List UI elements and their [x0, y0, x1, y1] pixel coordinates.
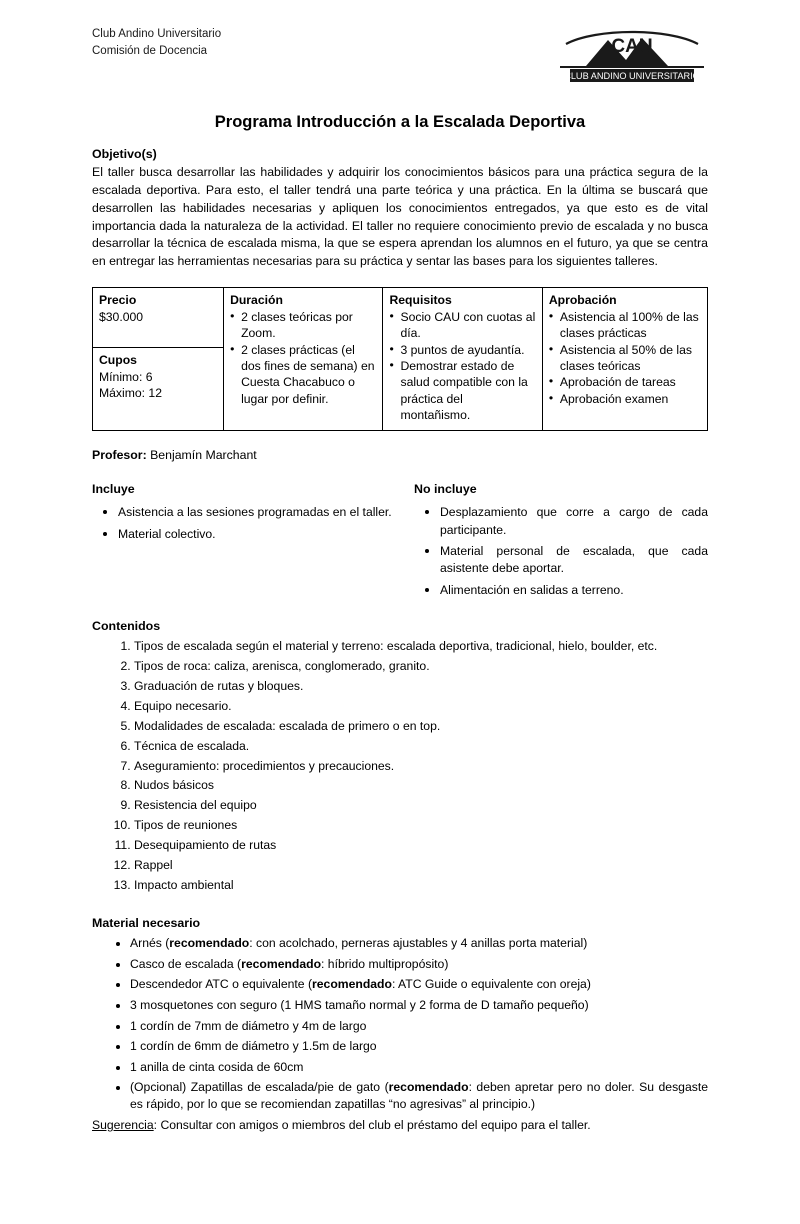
precio-value: $30.000	[99, 309, 144, 324]
list-item: • Asistencia al 100% de las clases prácticas	[549, 309, 701, 342]
contents-list	[92, 638, 708, 892]
objective-heading: Objetivo(s)	[92, 146, 157, 161]
item-pre: 1 cordín de 6mm de diámetro y 1.5m de largo	[130, 1039, 377, 1054]
item-pre: Casco de escalada (	[130, 956, 242, 971]
aprobacion-heading: Aprobación	[548, 293, 617, 308]
duracion-heading: Duración	[230, 293, 283, 308]
not-includes-column	[400, 481, 708, 602]
document-header	[92, 26, 708, 88]
list-item: • Material personal de escalada, que cada asistente debe aportar.	[440, 542, 708, 578]
precio-heading: Precio	[99, 293, 137, 308]
course-info-table	[92, 287, 708, 431]
item-bold: recomendado	[388, 1080, 469, 1095]
logo-initials: CAU	[611, 36, 653, 57]
item-post: : híbrido multipropósito)	[321, 956, 449, 971]
list-item: • 2 clases teóricas por Zoom.	[230, 309, 376, 342]
item-bold: recomendado	[241, 956, 322, 971]
list-item: • Asistencia a las sesiones programadas en el taller.	[118, 503, 400, 521]
item-pre: 1 cordín de 7mm de diámetro y 4m de largo	[130, 1018, 367, 1033]
item-pre: 3 mosquetones con seguro (1 HMS tamaño normal y 2 forma de D tamaño pequeño)	[130, 998, 589, 1013]
item-bold: recomendado	[169, 936, 250, 951]
not-includes-heading: No incluye	[414, 482, 477, 497]
page-title: Programa Introducción a la Escalada Deportiva	[214, 113, 586, 131]
includes-list	[92, 503, 400, 543]
contents-heading: Contenidos	[92, 619, 161, 634]
list-item	[130, 1018, 708, 1035]
includes-heading: Incluye	[92, 482, 135, 497]
material-heading: Material necesario	[92, 915, 201, 930]
cupos-max: Máximo: 12	[99, 386, 162, 401]
list-item: • Desplazamiento que corre a cargo de cada participante.	[440, 503, 708, 539]
list-item: 12. Rappel	[134, 857, 708, 873]
suggestion-text: : Consultar con amigos o miembros del club el préstamo del equipo para el taller.	[153, 1118, 591, 1133]
requisitos-heading: Requisitos	[389, 293, 452, 308]
list-item: 8. Nudos básicos	[134, 777, 708, 793]
requisitos-list	[389, 309, 535, 424]
list-item: 5. Modalidades de escalada: escalada de primero o en top.	[134, 718, 708, 734]
list-item: • 2 clases prácticas (el dos fines de semana) en Cuesta Chacabuco o lugar por definir.	[230, 342, 376, 408]
list-item: 9. Resistencia del equipo	[134, 797, 708, 813]
logo-banner-text: CLUB ANDINO UNIVERSITARIO	[564, 71, 700, 81]
professor-label: Profesor:	[92, 447, 147, 462]
list-item: 3. Graduación de rutas y bloques.	[134, 678, 708, 694]
professor-line	[92, 447, 708, 463]
org-name: Club Andino Universitario	[92, 28, 222, 40]
item-pre: Descendedor ATC o equivalente (	[130, 977, 313, 992]
list-item: • 3 puntos de ayudantía.	[389, 342, 535, 358]
item-bold: recomendado	[312, 977, 392, 992]
list-item: • Asistencia al 50% de las clases teóricas	[549, 342, 701, 375]
list-item	[130, 935, 708, 952]
item-post: : ATC Guide o equivalente con oreja)	[391, 977, 591, 992]
list-item: • Demostrar estado de salud compatible con la práctica del montañismo.	[389, 358, 535, 424]
duracion-list	[230, 309, 376, 408]
item-pre: 1 anilla de cinta cosida de 60cm	[130, 1059, 304, 1074]
item-post: : deben apretar pero no doler. Su desgaste es rápido, por lo que se recomiendan zapatillas “no agresivas” al principio.)	[130, 1080, 708, 1112]
not-includes-list	[414, 503, 708, 599]
cau-logo-icon	[556, 26, 708, 84]
list-item	[130, 997, 708, 1014]
suggestion-label: Sugerencia	[92, 1118, 154, 1133]
objective-text: El taller busca desarrollar las habilidades y adquirir los conocimientos básicos para una práctica segura de la escalada deportiva. Para esto, el taller tendrá una parte teórica y una práctica. En la última se buscará que desarrollen las habilidades necesarias y apliquen los conocimientos entregados, ya que esto es de vital importancia dada la naturaleza de la actividad. El taller no requiere conocimiento previo de escalada y no busca desarrollar la técnica de escalada misma, la que se espera aprendan los alumnos en el futuro, ya que se centra en entregar las herramientas necesarias para su práctica y sentar las bases para los siguientes talleres.	[92, 165, 708, 269]
cell-cupos	[93, 348, 224, 431]
list-item	[130, 976, 708, 993]
cau-logo	[556, 26, 708, 84]
list-item: • Socio CAU con cuotas al día.	[389, 309, 535, 342]
list-item: 1. Tipos de escalada según el material y terreno: escalada deportiva, tradicional, hielo, boulder, etc.	[134, 638, 708, 654]
item-pre: (Opcional) Zapatillas de escalada/pie de gato (	[130, 1080, 389, 1095]
cell-requisitos	[383, 288, 542, 431]
item-post: : con acolchado, perneras ajustables y 4 anillas porta material)	[249, 936, 588, 951]
cell-duracion	[224, 288, 383, 431]
list-item: 2. Tipos de roca: caliza, arenisca, conglomerado, granito.	[134, 658, 708, 674]
org-subdivision: Comisión de Docencia	[92, 44, 208, 57]
list-item: 4. Equipo necesario.	[134, 698, 708, 714]
list-item	[130, 956, 708, 973]
list-item: • Aprobación examen	[549, 391, 701, 407]
cupos-min: Mínimo: 6	[99, 369, 153, 384]
list-item: 10. Tipos de reuniones	[134, 817, 708, 833]
cell-aprobacion	[542, 288, 707, 431]
list-item: • Material colectivo.	[118, 525, 400, 543]
list-item	[130, 1059, 708, 1076]
list-item: 11. Desequipamiento de rutas	[134, 837, 708, 853]
suggestion-line	[92, 1117, 708, 1134]
cupos-heading: Cupos	[99, 353, 137, 368]
list-item	[130, 1079, 708, 1113]
list-item: • Alimentación en salidas a terreno.	[440, 581, 708, 599]
list-item: 13. Impacto ambiental	[134, 877, 708, 893]
table-row	[93, 288, 708, 348]
aprobacion-list	[549, 309, 701, 408]
includes-column	[92, 481, 400, 602]
list-item: 7. Aseguramiento: procedimientos y precauciones.	[134, 758, 708, 774]
includes-section	[92, 481, 708, 602]
material-list	[92, 935, 708, 1113]
list-item: • Aprobación de tareas	[549, 374, 701, 390]
item-pre: Arnés (	[130, 936, 170, 951]
list-item: 6. Técnica de escalada.	[134, 738, 708, 754]
list-item	[130, 1038, 708, 1055]
professor-name: Benjamín Marchant	[150, 447, 257, 462]
organization-block	[92, 26, 221, 59]
cell-precio	[93, 288, 224, 348]
